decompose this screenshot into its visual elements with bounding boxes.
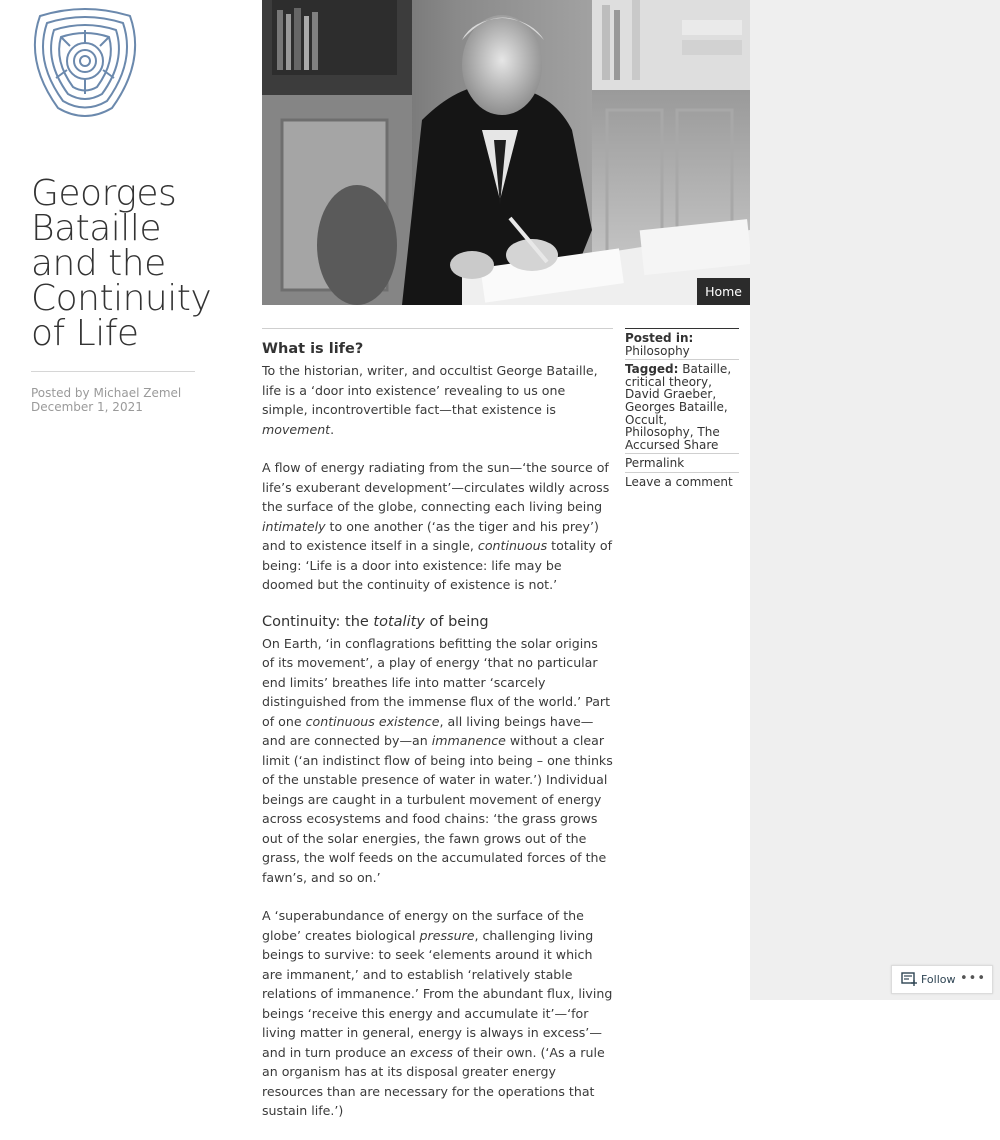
divider [31,371,195,372]
paragraph-2: A flow of energy radiating from the sun—‘the source of life’s exuberant development’—circulates wildly across the surface of the globe, connecting each living being intimately to one another (‘as the tiger and his prey’) and to existence itself in a single, continuous totality of being: ‘Life is a door into existence: life may be doomed but the continuity of existence is not.’ [262,460,613,592]
tagged-label: Tagged: [625,362,679,377]
category-link[interactable]: Philosophy [625,343,690,358]
posted-in-label: Posted in: [625,331,694,345]
byline [31,386,181,414]
home-button[interactable]: Home [697,278,750,305]
post-meta [625,328,739,491]
article-divider [262,328,613,329]
leave-comment-link[interactable]: Leave a comment [625,474,733,489]
labyrinth-logo-icon [30,6,140,118]
tag-link[interactable]: The Accursed Share [625,425,720,452]
follow-label: Follow [921,972,956,986]
heading-continuity: Continuity: the totality of being [262,613,489,630]
right-gutter [750,0,1000,1000]
paragraph-3: On Earth, ‘in conflagrations befitting the solar origins of its movement’, a play of energy ‘that no particular end limits’ breathes life into matter ‘scarcely distinguished from the immense flux of the world.’ Part of one continuous existence, all living beings have—and are connected by—an immanence without a clear limit (‘an indistinct flow of being into being – one thinks of the unstable presence of water in water.’) Individual beings are caught in a turbulent movement of energy across ecosystems and food chains: ‘the grass grows out of the solar energies, the fawn grows out of the grass, the wolf feeds on the accumulated forces of the fawn’s, and so on.’ [262,635,613,885]
hero-photo [262,0,750,305]
posted-in [625,329,739,359]
tags: Tagged: Bataille, critical theory, David Graeber, Georges Bataille, Occult, Philosophy, The Accursed Share [625,362,732,452]
tag-link[interactable]: Occult [625,412,664,427]
article-body [262,328,613,1140]
author-link[interactable]: Michael Zemel [93,386,182,400]
tag-link[interactable]: Philosophy [625,425,690,440]
hero-image [262,0,750,305]
comment-block [625,473,739,491]
tag-link[interactable]: David Graeber [625,387,713,402]
post-date-link[interactable]: December 1, 2021 [31,400,143,414]
byline-prefix: Posted by [31,386,90,400]
post-title: Georges Bataille and the Continuity of Life [31,173,212,354]
permalink-block [625,454,739,472]
heading-what-is-life: What is life? [262,341,364,357]
follow-reader-icon [901,972,917,986]
tag-link[interactable]: Bataille [682,362,728,377]
paragraph-4: A ‘superabundance of energy on the surface of the globe’ creates biological pressure, challenging living beings to survive: to seek ‘elements around it which are immanent,’ and to establish ‘relatively stable relations of immanence.’ From the abundant flux, living beings ‘receive this energy and accumulate it’—‘for living matter in general, energy is always in excess’—and in turn produce an excess of their own. (‘As a rule an organism has at its disposal greater energy resources than are necessary for the operations that sustain life.’) [262,908,613,1118]
tag-link[interactable]: Georges Bataille [625,399,724,414]
permalink-link[interactable]: Permalink [625,456,685,471]
paragraph-1: To the historian, writer, and occultist George Bataille, life is a ‘door into existence’ revealing to us one simple, incontrovertible fact—that existence is movement. [262,363,598,437]
site-logo[interactable] [30,6,140,118]
follow-button[interactable] [901,972,956,986]
more-dots-icon[interactable]: ••• [959,971,986,986]
follow-bar [891,965,993,994]
tag-link[interactable]: critical theory [625,374,709,389]
